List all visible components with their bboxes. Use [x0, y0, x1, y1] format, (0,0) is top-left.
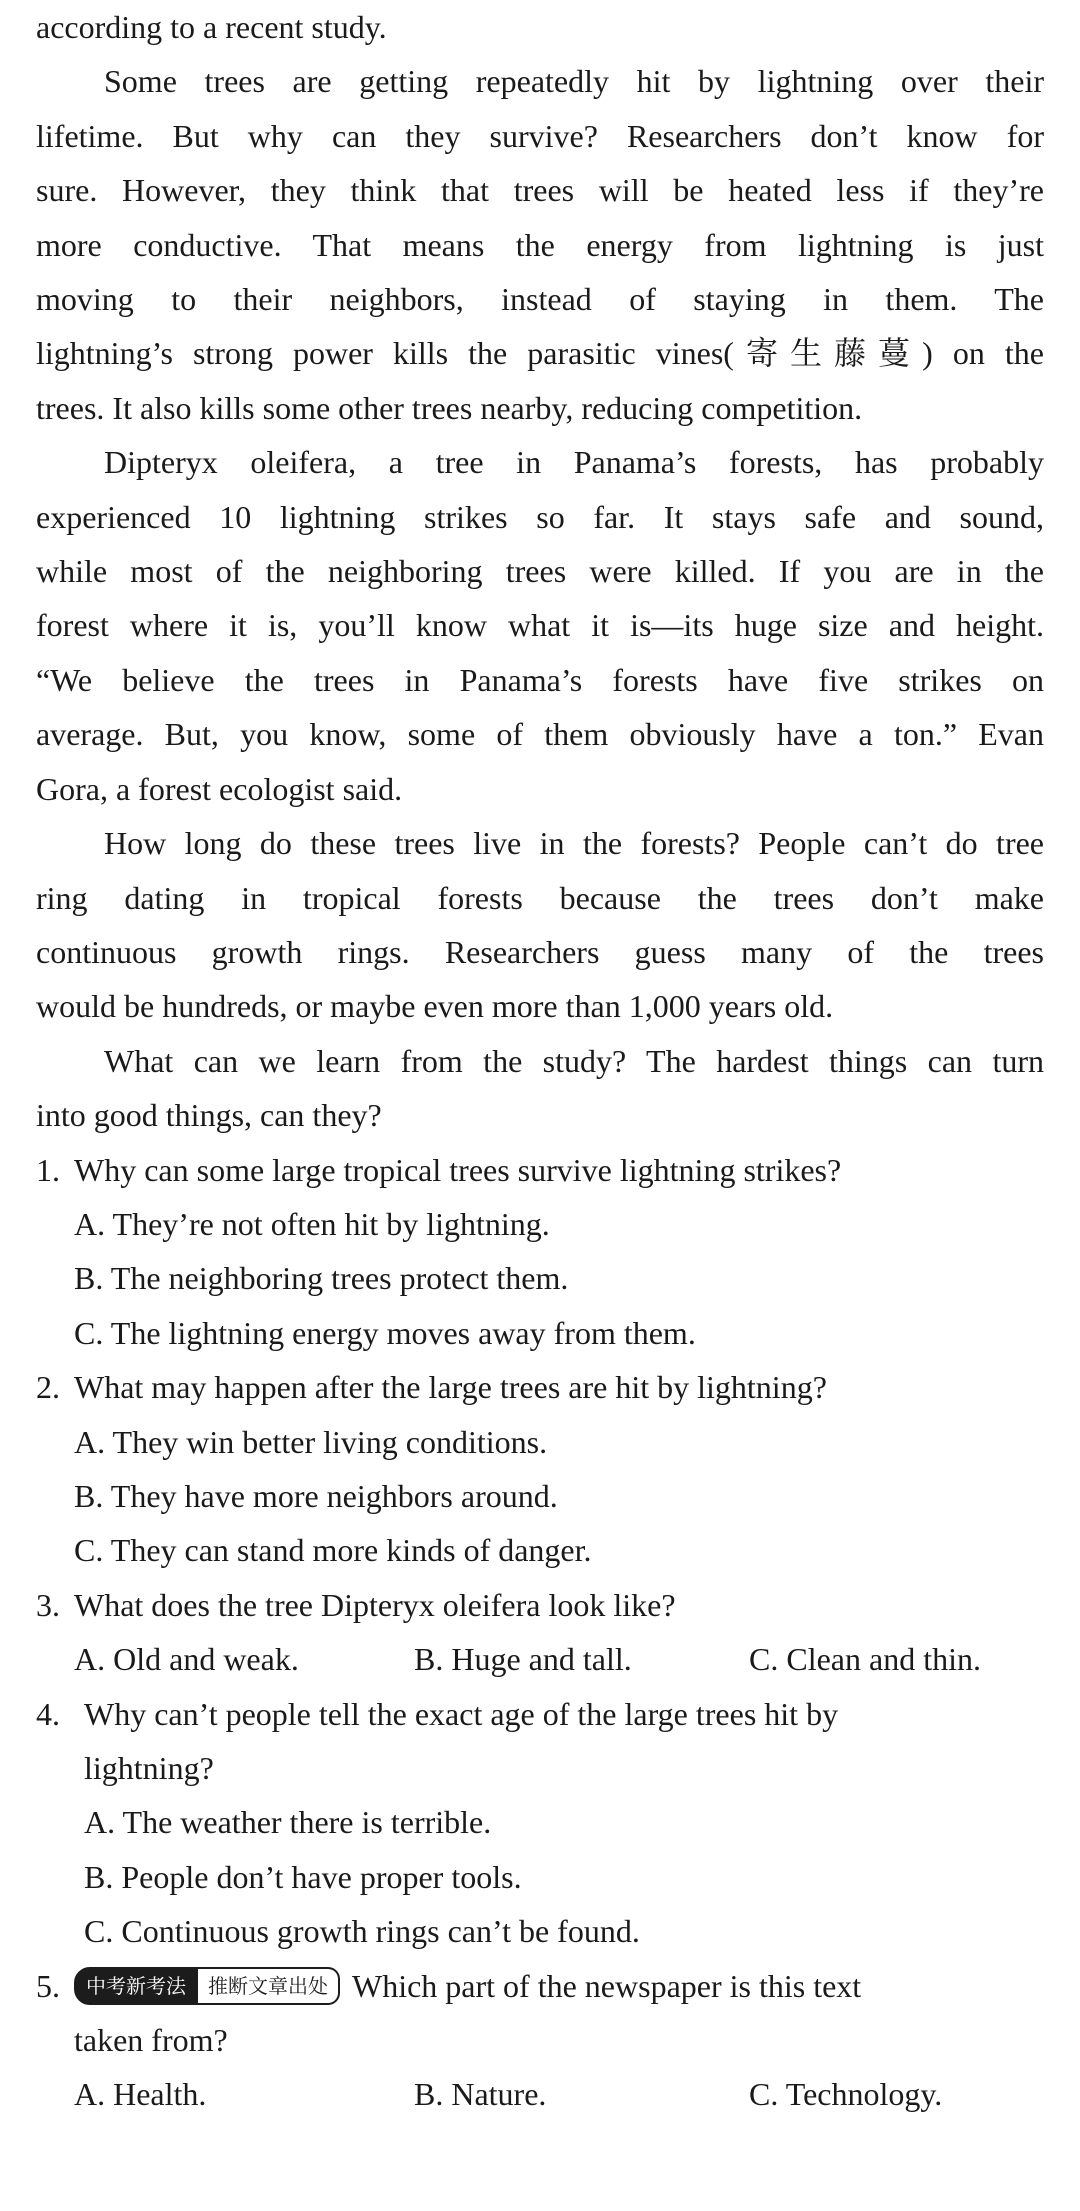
- passage-line: lightning’s strong power kills the parasitic vines(寄生藤蔓) on the: [36, 335, 1044, 372]
- question-3: [36, 1578, 1044, 1687]
- passage-line: continuous growth rings. Researchers guess many of the trees: [36, 933, 1044, 970]
- question-number: 1.: [36, 1151, 60, 1188]
- question-text: What may happen after the large trees are hit by lightning?: [74, 1369, 827, 1406]
- question-text: Which part of the newspaper is this text: [352, 1967, 862, 2004]
- passage-line: Gora, a forest ecologist said.: [36, 770, 403, 807]
- option-b[interactable]: B. They have more neighbors around.: [74, 1477, 558, 1514]
- option-b[interactable]: B. Nature.: [414, 2076, 547, 2113]
- paragraph-4: [36, 1034, 1044, 1143]
- passage: [36, 0, 1044, 1143]
- paragraph-1: [36, 54, 1044, 435]
- passage-line: into good things, can they?: [36, 1097, 382, 1134]
- paragraph-3: [36, 816, 1044, 1034]
- option-c[interactable]: C. Continuous growth rings can’t be found.: [84, 1913, 640, 1950]
- option-a[interactable]: A. They’re not often hit by lightning.: [74, 1205, 550, 1242]
- badge-skill-label: 推断文章出处: [198, 1967, 340, 2005]
- option-b[interactable]: B. The neighboring trees protect them.: [74, 1260, 569, 1297]
- passage-line: moving to their neighbors, instead of staying in them. The: [36, 281, 1044, 318]
- passage-line: lifetime. But why can they survive? Researchers don’t know for: [36, 117, 1044, 154]
- question-4: [36, 1687, 1044, 1959]
- passage-line: sure. However, they think that trees will be heated less if they’re: [36, 172, 1044, 209]
- option-c[interactable]: C. Technology.: [749, 2076, 943, 2113]
- passage-line: Dipteryx oleifera, a tree in Panama’s forests, has probably: [104, 444, 1044, 481]
- question-text: Why can’t people tell the exact age of the large trees hit by: [84, 1695, 839, 1732]
- option-a[interactable]: A. They win better living conditions.: [74, 1423, 548, 1460]
- passage-line: average. But, you know, some of them obviously have a ton.” Evan: [36, 716, 1044, 753]
- question-1: [36, 1143, 1044, 1361]
- option-b[interactable]: B. Huge and tall.: [414, 1641, 632, 1678]
- option-a[interactable]: A. The weather there is terrible.: [84, 1804, 492, 1841]
- question-2: [36, 1360, 1044, 1578]
- passage-line: What can we learn from the study? The hardest things can turn: [104, 1042, 1044, 1079]
- option-c[interactable]: C. Clean and thin.: [749, 1641, 981, 1678]
- passage-line: while most of the neighboring trees were killed. If you are in the: [36, 553, 1044, 590]
- passage-line: Some trees are getting repeatedly hit by lightning over their: [104, 63, 1044, 100]
- question-number: 4.: [36, 1695, 60, 1732]
- option-b[interactable]: B. People don’t have proper tools.: [84, 1858, 522, 1895]
- passage-line: forest where it is, you’ll know what it is—its huge size and height.: [36, 607, 1044, 644]
- passage-line: more conductive. That means the energy from lightning is just: [36, 226, 1044, 263]
- paragraph-2: [36, 435, 1044, 816]
- question-number: 5.: [36, 1967, 60, 2004]
- question-text-continued: lightning?: [84, 1750, 214, 1786]
- passage-line: according to a recent study.: [36, 9, 387, 45]
- passage-line: would be hundreds, or maybe even more than 1,000 years old.: [36, 988, 834, 1025]
- question-text-continued: taken from?: [74, 2022, 228, 2059]
- question-text: What does the tree Dipteryx oleifera look like?: [74, 1586, 676, 1623]
- passage-line: “We believe the trees in Panama’s forests have five strikes on: [36, 661, 1044, 698]
- badge-exam-label: 中考新考法: [74, 1967, 198, 2005]
- passage-line: ring dating in tropical forests because the trees don’t make: [36, 879, 1044, 916]
- question-5: [36, 1959, 1044, 2122]
- passage-line: experienced 10 lightning strikes so far. It stays safe and sound,: [36, 498, 1044, 535]
- option-a[interactable]: A. Old and weak.: [74, 1641, 299, 1678]
- passage-line: How long do these trees live in the forests? People can’t do tree: [104, 825, 1044, 862]
- option-a[interactable]: A. Health.: [74, 2076, 207, 2113]
- question-number: 3.: [36, 1586, 60, 1623]
- passage-line: trees. It also kills some other trees nearby, reducing competition.: [36, 389, 863, 426]
- questions: [36, 1143, 1044, 2122]
- option-c[interactable]: C. The lightning energy moves away from them.: [74, 1314, 696, 1351]
- option-c[interactable]: C. They can stand more kinds of danger.: [74, 1532, 592, 1569]
- question-number: 2.: [36, 1369, 60, 1406]
- question-text: Why can some large tropical trees survive lightning strikes?: [74, 1151, 842, 1188]
- exam-tag-badge: [74, 1967, 340, 2005]
